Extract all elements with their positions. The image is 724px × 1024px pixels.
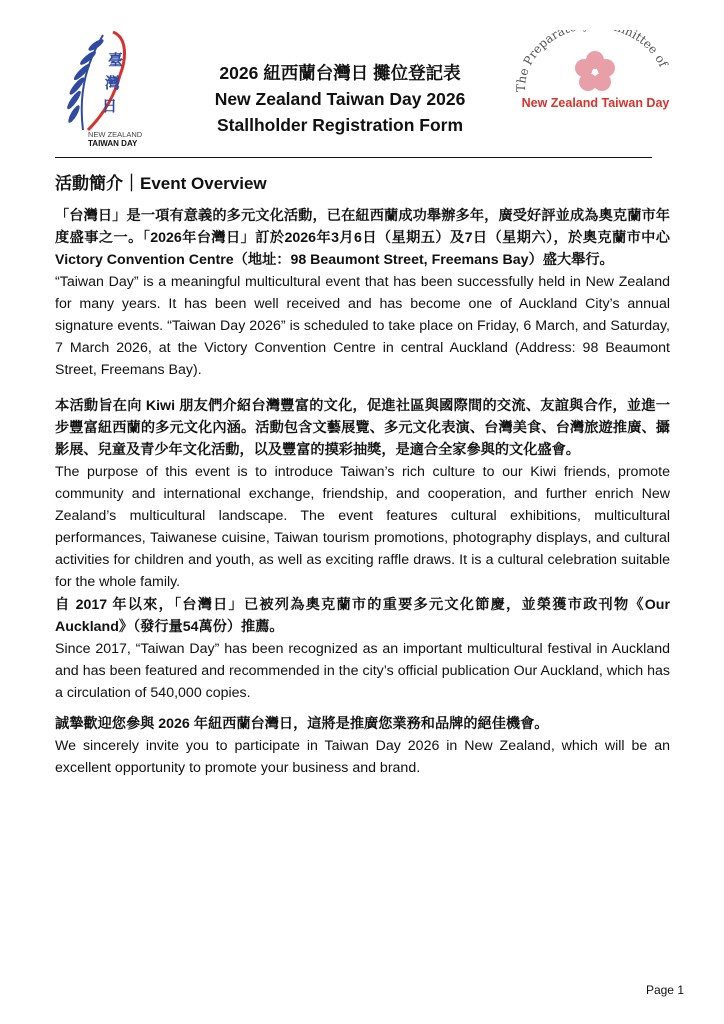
left-logo-text: NEW ZEALAND TAIWAN DAY xyxy=(88,130,143,148)
paragraph-zh: 「台灣日」是一項有意義的多元文化活動，已在紐西蘭成功舉辦多年，廣受好評並成為奧克蘭市年度盛事之一。「2026年台灣日」訂於2026年3月6日（星期五）及7日（星期六），於奧克蘭市中心 Victory Convention Centre（地址：98 Beaumont Street, Freemans Bay）盛大舉行。 xyxy=(55,208,670,268)
committee-name: New Zealand Taiwan Day xyxy=(521,96,670,110)
paragraph-zh: 誠摯歡迎您參與 2026 年紐西蘭台灣日，這將是推廣您業務和品牌的絕佳機會。 xyxy=(55,716,549,732)
svg-text:灣: 灣 xyxy=(105,74,121,92)
page-number: Page 1 xyxy=(645,983,684,997)
header-divider xyxy=(55,157,652,158)
document-title xyxy=(170,60,510,138)
paragraph-invitation xyxy=(55,713,670,779)
laurel-taiwan-icon xyxy=(58,30,148,135)
section-heading: 活動簡介｜Event Overview xyxy=(55,174,267,193)
paragraph-zh: 本活動旨在向 Kiwi 朋友們介紹台灣豐富的文化，促進社區與國際間的交流、友誼與合作，並進一步豐富紐西蘭的多元文化內涵。活動包含文藝展覽、多元文化表演、台灣美食、台灣旅遊推廣、攝影展、兒童及青少年文化活動，以及豐富的摸彩抽獎，是適合全家參與的文化盛會。 xyxy=(55,398,670,458)
paragraph-history xyxy=(55,594,670,704)
paragraph-en: Since 2017, “Taiwan Day” has been recognized as an important multicultural festival in Auckland and has been featured and recommended in the city’s official publication Our Auckland, which has a circulation of 540,000 copies. xyxy=(55,641,670,701)
paragraph-intro xyxy=(55,205,670,381)
paragraph-en: We sincerely invite you to participate in Taiwan Day 2026 in New Zealand, which will be an excellent opportunity to promote your business and brand. xyxy=(55,738,670,776)
svg-text:臺: 臺 xyxy=(108,51,124,69)
taiwan-day-logo xyxy=(58,30,148,155)
title-en-2: Stallholder Registration Form xyxy=(217,115,463,135)
paragraph-purpose xyxy=(55,395,670,593)
plum-blossom-icon xyxy=(505,30,680,100)
svg-text:日: 日 xyxy=(102,97,118,115)
paragraph-en: The purpose of this event is to introduce Taiwan’s rich culture to our Kiwi friends, promote community and international exchange, friendship, and cooperation, and further enrich New Zealand’s multicultural landscape. The event features cultural exhibitions, multicultural performances, Taiwanese cuisine, Taiwan tourism promotions, photography displays, and cultural activities for children and youth, as well as exciting raffle draws. It is a cultural celebration suitable for the whole family. xyxy=(55,464,670,590)
title-en-1: New Zealand Taiwan Day 2026 xyxy=(214,89,466,109)
paragraph-en: “Taiwan Day” is a meaningful multicultural event that has been successfully held in New Zealand for many years. It has been well received and has become one of Auckland City’s annual signature events. “Taiwan Day 2026” is scheduled to take place on Friday, 6 March, and Saturday, 7 March 2026, at the Victory Convention Centre in central Auckland (Address: 98 Beaumont Street, Freemans Bay). xyxy=(55,274,670,378)
svg-text:The Preparatory Committee of: The Prepara mittee of xyxy=(513,30,671,93)
title-zh: 2026 紐西蘭台灣日 攤位登記表 xyxy=(219,63,461,83)
preparatory-committee-logo xyxy=(505,30,680,125)
paragraph-zh: 自 2017 年以來，「台灣日」已被列為奧克蘭市的重要多元文化節慶，並榮獲市政刊物《Our Auckland》（發行量54萬份）推薦。 xyxy=(55,597,670,635)
